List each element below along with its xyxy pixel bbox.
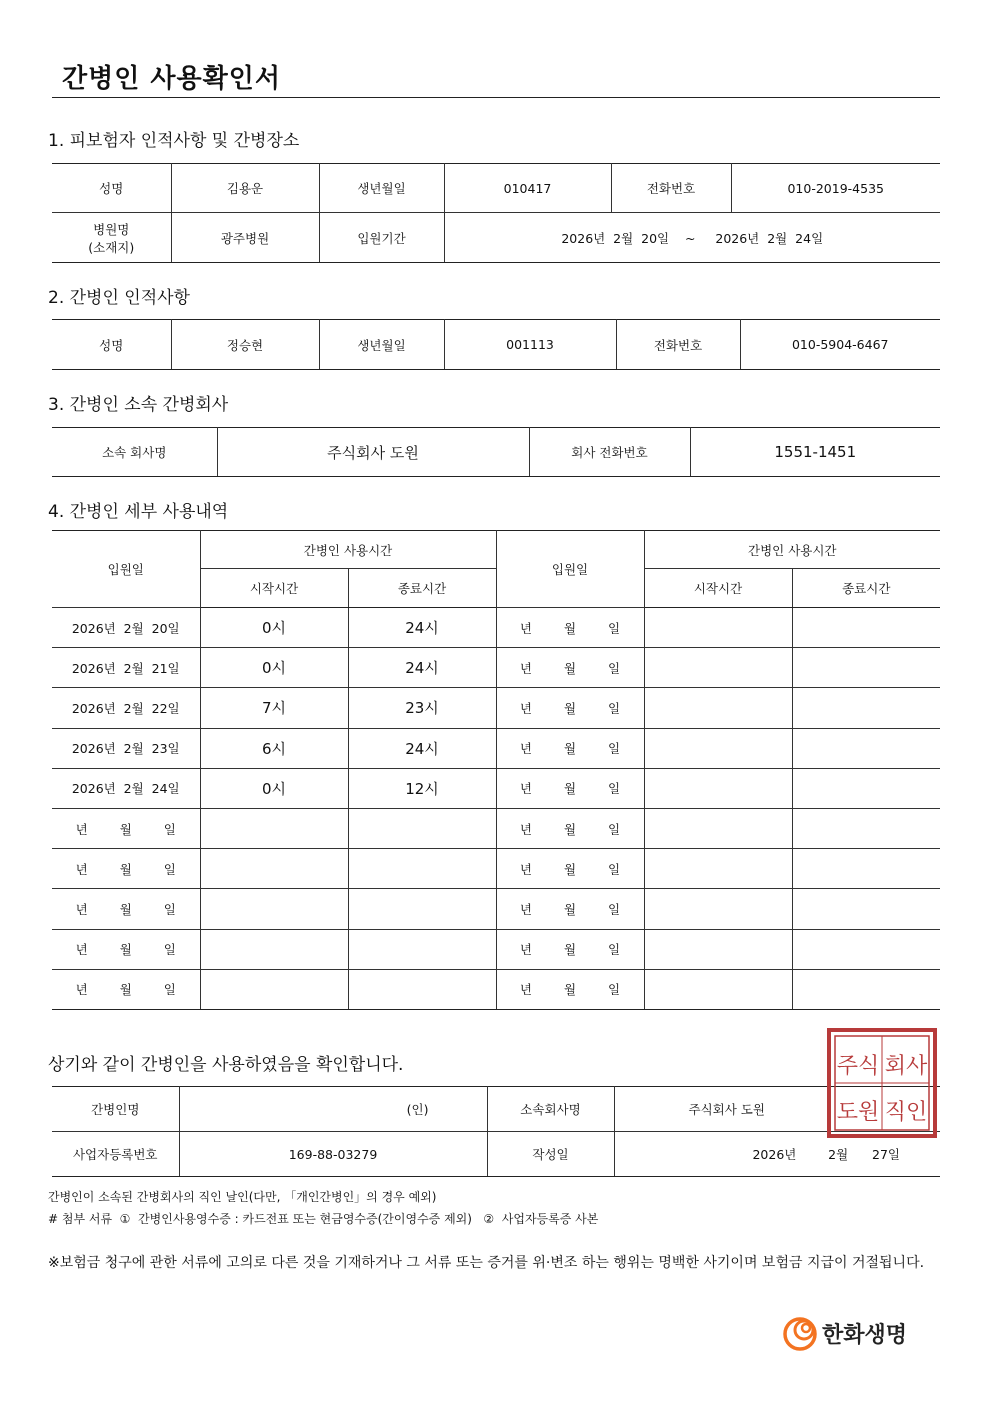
caregiver-table: [52, 319, 940, 370]
usage-date-empty-left[interactable]: [52, 849, 200, 889]
section-2-heading: 2. 간병인 인적사항: [48, 288, 190, 308]
usage-date-empty-left[interactable]: [52, 929, 200, 969]
usage-start-left[interactable]: 0시: [200, 608, 348, 648]
company-phone-label: 회사 전화번호: [529, 428, 690, 477]
usage-start-right[interactable]: [644, 849, 792, 889]
usage-end-header-right: 종료시간: [792, 569, 940, 608]
day-suffix: 일: [163, 901, 176, 917]
month-suffix: 월: [563, 620, 577, 636]
year-suffix: 년: [519, 620, 532, 636]
hospital-name[interactable]: 광주병원: [171, 213, 319, 263]
year-suffix: 년: [519, 660, 532, 676]
usage-row: [52, 808, 940, 848]
usage-date-left[interactable]: 2026년 2월 23일: [52, 728, 200, 768]
usage-end-right[interactable]: [792, 849, 940, 889]
stamp-char-4: 직인: [884, 1100, 928, 1125]
day-suffix: 일: [163, 821, 176, 837]
month-suffix: 월: [563, 660, 577, 676]
title-divider: [52, 97, 940, 98]
year-suffix: 년: [519, 781, 532, 797]
usage-row: [52, 929, 940, 969]
day-suffix: 일: [608, 901, 621, 917]
day-suffix: 일: [608, 781, 621, 797]
note-warning: ※보험금 청구에 관한 서류에 고의로 다른 것을 기재하거나 그 서류 또는 증거를 위·변조 하는 행위는 명백한 사기이며 보험금 지급이 거절됩니다.: [48, 1255, 925, 1271]
month-suffix: 월: [563, 741, 577, 757]
usage-date-left[interactable]: 2026년 2월 24일: [52, 768, 200, 808]
usage-row: [52, 648, 940, 688]
company-name[interactable]: 주식회사 도원: [217, 428, 529, 477]
caregiver-phone-label: 전화번호: [616, 320, 740, 370]
usage-end-header-left: 종료시간: [348, 569, 496, 608]
usage-start-right[interactable]: [644, 688, 792, 728]
month-suffix: 월: [119, 982, 132, 998]
month-suffix: 월: [563, 821, 577, 837]
usage-table: [52, 530, 940, 1010]
year-suffix: 년: [519, 741, 532, 757]
company-phone[interactable]: 1551-1451: [690, 428, 940, 477]
usage-row: [52, 728, 940, 768]
usage-start-header-left: 시작시간: [200, 569, 348, 608]
year-suffix: 년: [75, 982, 88, 998]
day-suffix: 일: [608, 821, 621, 837]
seal-mark[interactable]: (인): [179, 1087, 487, 1132]
usage-start-left[interactable]: [200, 849, 348, 889]
year-suffix: 년: [519, 982, 532, 998]
usage-end-right[interactable]: [792, 768, 940, 808]
day-suffix: 일: [163, 982, 176, 998]
usage-row: [52, 608, 940, 648]
usage-start-left[interactable]: [200, 969, 348, 1009]
usage-start-right[interactable]: [644, 808, 792, 848]
caregiver-name[interactable]: 정승현: [171, 320, 319, 370]
usage-end-right[interactable]: [792, 969, 940, 1009]
admission-period-label: 입원기간: [319, 213, 444, 263]
usage-row: [52, 688, 940, 728]
usage-date-empty-right[interactable]: [496, 648, 644, 688]
usage-start-right[interactable]: [644, 728, 792, 768]
insured-name[interactable]: 김용운: [171, 164, 319, 213]
signature-table: [52, 1086, 940, 1177]
usage-end-left[interactable]: 23시: [348, 688, 496, 728]
caregiver-name-label: 성명: [52, 320, 171, 370]
year-suffix: 년: [75, 821, 88, 837]
day-suffix: 일: [163, 942, 176, 958]
usage-end-right[interactable]: [792, 808, 940, 848]
usage-end-right[interactable]: [792, 608, 940, 648]
year-suffix: 년: [519, 821, 532, 837]
company-name-label: 소속 회사명: [52, 428, 217, 477]
section-3-heading: 3. 간병인 소속 간병회사: [48, 395, 229, 415]
logo-text: 한화생명: [822, 1323, 908, 1348]
usage-start-left[interactable]: 0시: [200, 768, 348, 808]
day-suffix: 일: [608, 861, 621, 877]
year-suffix: 년: [75, 901, 88, 917]
usage-end-left[interactable]: 12시: [348, 768, 496, 808]
usage-start-right[interactable]: [644, 969, 792, 1009]
confirmation-text: 상기와 같이 간병인을 사용하였음을 확인합니다.: [48, 1055, 404, 1075]
usage-start-right[interactable]: [644, 889, 792, 929]
day-suffix: 일: [163, 861, 176, 877]
usage-end-right[interactable]: [792, 688, 940, 728]
admission-period[interactable]: 2026년 2월 20일 ~ 2026년 2월 24일: [444, 213, 940, 263]
usage-date-empty-right[interactable]: [496, 808, 644, 848]
usage-row: [52, 889, 940, 929]
usage-end-left[interactable]: 24시: [348, 648, 496, 688]
sign-company-label: 소속회사명: [487, 1087, 614, 1132]
year-suffix: 년: [519, 861, 532, 877]
usage-date-empty-left[interactable]: [52, 969, 200, 1009]
month-suffix: 월: [119, 821, 132, 837]
usage-start-left[interactable]: [200, 929, 348, 969]
stamp-char-1: 주식: [836, 1054, 880, 1079]
usage-date-empty-right[interactable]: [496, 849, 644, 889]
usage-end-left[interactable]: [348, 969, 496, 1009]
month-suffix: 월: [563, 901, 577, 917]
caregiver-birth[interactable]: 001113: [444, 320, 616, 370]
day-suffix: 일: [608, 741, 621, 757]
usage-start-right[interactable]: [644, 648, 792, 688]
hanwha-flame-icon: [780, 1310, 824, 1354]
month-suffix: 월: [563, 942, 577, 958]
day-suffix: 일: [608, 982, 621, 998]
insured-table: [52, 163, 940, 263]
day-suffix: 일: [608, 620, 621, 636]
hospital-label: [52, 213, 171, 263]
hospital-label-line2: (소재지): [88, 239, 135, 255]
usage-start-left[interactable]: 7시: [200, 688, 348, 728]
caregiver-phone[interactable]: 010-5904-6467: [740, 320, 940, 370]
insured-phone[interactable]: 010-2019-4535: [731, 164, 940, 213]
month-suffix: 월: [563, 982, 577, 998]
usage-date-left[interactable]: 2026년 2월 20일: [52, 608, 200, 648]
written-date[interactable]: 2026년 2월 27일: [614, 1132, 940, 1177]
section-4-heading: 4. 간병인 세부 사용내역: [48, 502, 229, 522]
usage-date-empty-right[interactable]: [496, 688, 644, 728]
month-suffix: 월: [119, 861, 132, 877]
month-suffix: 월: [119, 901, 132, 917]
usage-start-header-right: 시작시간: [644, 569, 792, 608]
usage-end-left[interactable]: [348, 849, 496, 889]
biz-no[interactable]: 169-88-03279: [179, 1132, 487, 1177]
note-seal: 간병인이 소속된 간병회사의 직인 날인(다만, 「개인간병인」의 경우 예외): [48, 1190, 437, 1204]
year-suffix: 년: [75, 861, 88, 877]
usage-row: [52, 768, 940, 808]
usage-start-right[interactable]: [644, 929, 792, 969]
usage-time-header-right: 간병인 사용시간: [644, 531, 940, 569]
usage-date-left[interactable]: 2026년 2월 21일: [52, 648, 200, 688]
note-attachments: # 첨부 서류 ① 간병인사용영수증 : 카드전표 또는 현금영수증(간이영수증 제외) ② 사업자등록증 사본: [48, 1212, 599, 1226]
usage-start-left[interactable]: 0시: [200, 648, 348, 688]
usage-end-right[interactable]: [792, 648, 940, 688]
usage-date-empty-left[interactable]: [52, 808, 200, 848]
stamp-char-2: 회사: [884, 1054, 928, 1079]
insured-birth-label: 생년월일: [319, 164, 444, 213]
month-suffix: 월: [563, 781, 577, 797]
biz-no-label: 사업자등록번호: [52, 1132, 179, 1177]
insured-birth[interactable]: 010417: [444, 164, 611, 213]
usage-end-right[interactable]: [792, 728, 940, 768]
company-table: [52, 427, 940, 477]
usage-start-left[interactable]: [200, 808, 348, 848]
stamp-char-3: 도원: [836, 1100, 880, 1125]
hospital-label-line1: 병원명: [93, 221, 130, 237]
sign-company[interactable]: 주식회사 도원: [614, 1087, 940, 1132]
usage-end-left[interactable]: [348, 889, 496, 929]
usage-time-header-left: 간병인 사용시간: [200, 531, 496, 569]
usage-start-right[interactable]: [644, 768, 792, 808]
insured-name-label: 성명: [52, 164, 171, 213]
day-suffix: 일: [608, 700, 621, 716]
document-title: 간병인 사용확인서: [62, 64, 281, 94]
usage-date-left[interactable]: 2026년 2월 22일: [52, 688, 200, 728]
usage-date-header-left: 입원일: [52, 531, 200, 608]
year-suffix: 년: [519, 901, 532, 917]
usage-date-empty-right[interactable]: [496, 929, 644, 969]
usage-end-left[interactable]: [348, 929, 496, 969]
usage-date-header-right: 입원일: [496, 531, 644, 608]
hanwha-life-logo: [780, 1310, 940, 1354]
company-seal-stamp: [826, 1027, 938, 1139]
usage-start-right[interactable]: [644, 608, 792, 648]
usage-date-empty-right[interactable]: [496, 969, 644, 1009]
usage-date-empty-left[interactable]: [52, 889, 200, 929]
month-suffix: 월: [119, 942, 132, 958]
written-date-label: 작성일: [487, 1132, 614, 1177]
usage-row: [52, 849, 940, 889]
usage-date-empty-right[interactable]: [496, 608, 644, 648]
usage-end-left[interactable]: [348, 808, 496, 848]
caregiver-birth-label: 생년월일: [319, 320, 444, 370]
usage-start-left[interactable]: 6시: [200, 728, 348, 768]
day-suffix: 일: [608, 660, 621, 676]
usage-end-right[interactable]: [792, 929, 940, 969]
usage-end-right[interactable]: [792, 889, 940, 929]
caregiver-sign-label: 간병인명: [52, 1087, 179, 1132]
section-1-heading: 1. 피보험자 인적사항 및 간병장소: [48, 131, 300, 151]
usage-start-left[interactable]: [200, 889, 348, 929]
usage-date-empty-right[interactable]: [496, 728, 644, 768]
usage-date-empty-right[interactable]: [496, 768, 644, 808]
month-suffix: 월: [563, 861, 577, 877]
year-suffix: 년: [519, 942, 532, 958]
usage-date-empty-right[interactable]: [496, 889, 644, 929]
usage-end-left[interactable]: 24시: [348, 608, 496, 648]
usage-row: [52, 969, 940, 1009]
year-suffix: 년: [519, 700, 532, 716]
insured-phone-label: 전화번호: [611, 164, 731, 213]
year-suffix: 년: [75, 942, 88, 958]
day-suffix: 일: [608, 942, 621, 958]
month-suffix: 월: [563, 700, 577, 716]
usage-end-left[interactable]: 24시: [348, 728, 496, 768]
